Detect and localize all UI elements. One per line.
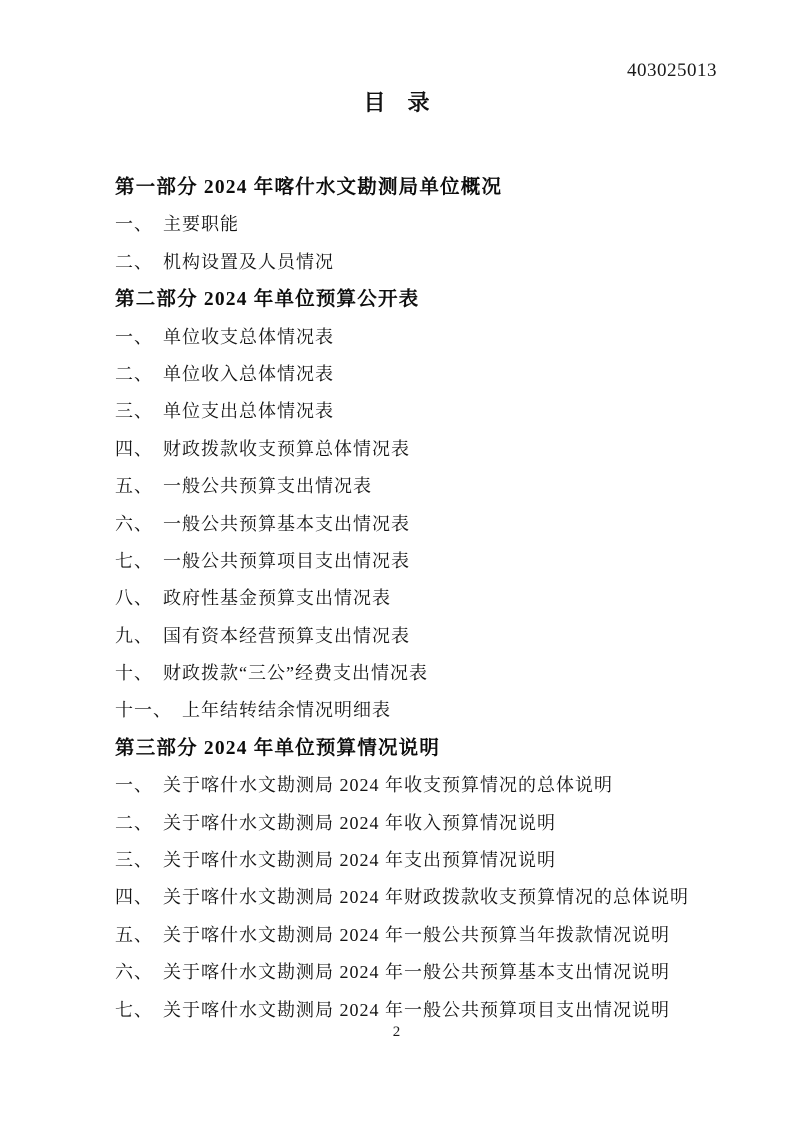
toc-item (115, 543, 738, 580)
toc-item-num: 一、 (115, 326, 153, 347)
page-number: 2 (392, 1024, 401, 1040)
toc-item (115, 618, 738, 655)
section-heading-part1: 第一部分 2024 年喀什水文勘测局单位概况 (115, 177, 503, 198)
toc-item-text: 单位收支总体情况表 (163, 326, 334, 347)
toc-item-text: 关于喀什水文勘测局 2024 年一般公共预算基本支出情况说明 (163, 962, 670, 983)
toc-item-num: 四、 (115, 887, 153, 908)
table-of-contents (115, 169, 738, 1029)
toc-item (115, 767, 738, 804)
toc-item-text: 机构设置及人员情况 (163, 251, 334, 272)
toc-item-num: 二、 (115, 363, 153, 384)
toc-item-num: 九、 (115, 625, 153, 646)
doc-number: 403025013 (627, 60, 717, 81)
toc-item-text: 关于喀什水文勘测局 2024 年一般公共预算当年拨款情况说明 (163, 924, 670, 945)
toc-item-text: 上年结转结余情况明细表 (182, 700, 391, 721)
toc-item-text: 关于喀什水文勘测局 2024 年一般公共预算项目支出情况说明 (163, 999, 670, 1020)
toc-item-text: 关于喀什水文勘测局 2024 年支出预算情况说明 (163, 850, 556, 871)
toc-item-text: 政府性基金预算支出情况表 (163, 588, 391, 609)
toc-item (115, 206, 738, 243)
toc-item (115, 580, 738, 617)
toc-item (115, 842, 738, 879)
toc-item-text: 主要职能 (163, 214, 239, 235)
toc-item-text: 财政拨款“三公”经费支出情况表 (163, 663, 428, 684)
toc-item (115, 393, 738, 430)
toc-item-text: 国有资本经营预算支出情况表 (163, 625, 410, 646)
toc-item (115, 692, 738, 729)
toc-item-num: 三、 (115, 401, 153, 422)
toc-item (115, 468, 738, 505)
toc-item-num: 一、 (115, 775, 153, 796)
toc-item-num: 十一、 (115, 700, 172, 721)
page-title: 目 录 (363, 90, 430, 115)
toc-item-text: 一般公共预算项目支出情况表 (163, 550, 410, 571)
toc-item-num: 三、 (115, 850, 153, 871)
toc-item-num: 十、 (115, 663, 153, 684)
toc-item-text: 关于喀什水文勘测局 2024 年财政拨款收支预算情况的总体说明 (163, 887, 689, 908)
toc-item-num: 一、 (115, 214, 153, 235)
toc-item (115, 954, 738, 991)
toc-item-num: 七、 (115, 550, 153, 571)
toc-item-num: 八、 (115, 588, 153, 609)
toc-item-num: 五、 (115, 924, 153, 945)
toc-item (115, 244, 738, 281)
toc-item-text: 关于喀什水文勘测局 2024 年收支预算情况的总体说明 (163, 775, 613, 796)
toc-item-num: 二、 (115, 812, 153, 833)
toc-item-num: 五、 (115, 476, 153, 497)
toc-item (115, 431, 738, 468)
toc-item-num: 六、 (115, 513, 153, 534)
toc-item (115, 879, 738, 916)
toc-item-text: 单位收入总体情况表 (163, 363, 334, 384)
toc-item (115, 506, 738, 543)
toc-item-text: 关于喀什水文勘测局 2024 年收入预算情况说明 (163, 812, 556, 833)
section-heading-part3: 第三部分 2024 年单位预算情况说明 (115, 737, 441, 759)
toc-item (115, 319, 738, 356)
toc-item-text: 一般公共预算支出情况表 (163, 476, 372, 497)
toc-item-num: 二、 (115, 251, 153, 272)
section-heading-part2: 第二部分 2024 年单位预算公开表 (115, 289, 420, 311)
toc-item-text: 财政拨款收支预算总体情况表 (163, 438, 410, 459)
toc-item (115, 356, 738, 393)
toc-item-num: 四、 (115, 438, 153, 459)
toc-item-text: 单位支出总体情况表 (163, 401, 334, 422)
toc-item (115, 917, 738, 954)
toc-item (115, 655, 738, 692)
toc-item-text: 一般公共预算基本支出情况表 (163, 513, 410, 534)
toc-item-num: 七、 (115, 999, 153, 1020)
toc-item (115, 805, 738, 842)
toc-item-num: 六、 (115, 962, 153, 983)
